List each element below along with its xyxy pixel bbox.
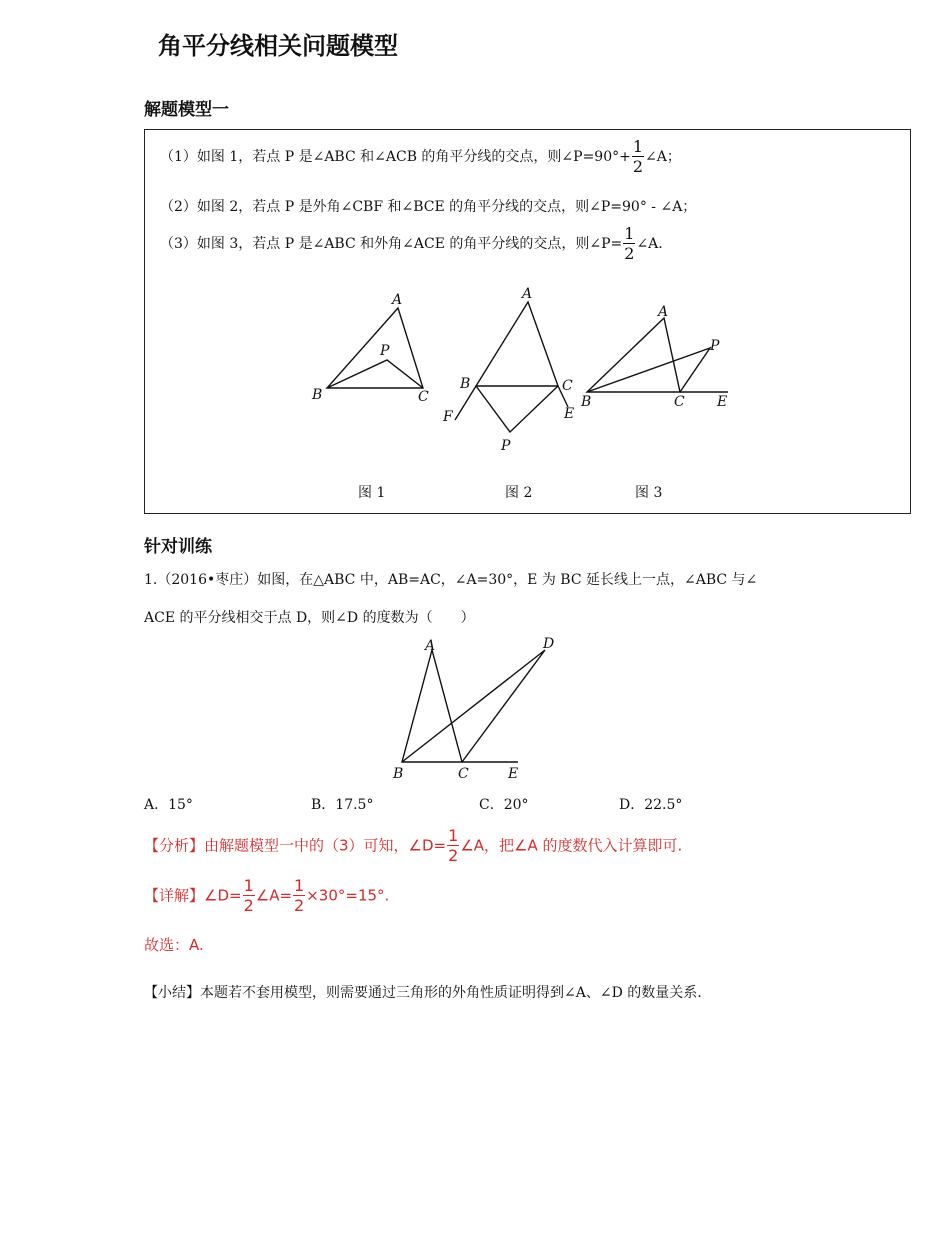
fig1-label-a: A (392, 292, 403, 308)
fig2-triangle (476, 302, 558, 386)
fraction-numerator: 1 (294, 876, 305, 895)
fig2-label-p: P (501, 438, 511, 454)
problem-label-c: C (458, 766, 469, 782)
fraction-numerator: 1 (624, 224, 635, 243)
fig1-bisectors (327, 360, 423, 388)
fig3-label-p: P (710, 338, 720, 354)
fig3-label-a: A (658, 304, 669, 320)
fig3-caption: 图 3 (635, 485, 663, 501)
figure-3 (580, 304, 728, 410)
fraction-denominator: 2 (448, 846, 459, 865)
item-2-text: （2）如图 2，若点 P 是外角∠CBF 和∠BCE 的角平分线的交点，则∠P=90° - (160, 199, 661, 215)
analysis-prefix: 【分析】由解题模型一中的（3）可知，∠D= (144, 836, 447, 855)
analysis-suffix: ∠A，把∠A 的度数代入计算即可. (460, 836, 683, 855)
detail (144, 878, 389, 914)
fraction-denominator: 2 (624, 244, 635, 263)
problem-bisectors (402, 650, 545, 762)
fig3-label-c: C (674, 394, 685, 410)
problem-label-e: E (508, 766, 519, 782)
fig2-label-c: C (562, 378, 573, 394)
fraction-numerator: 1 (448, 826, 459, 845)
fraction-denominator: 2 (243, 896, 254, 915)
item-3-text: （3）如图 3，若点 P 是∠ABC 和外角∠ACE 的角平分线的交点，则∠P= (160, 236, 623, 252)
fig2-label-e: E (564, 406, 575, 422)
fig1-label-c: C (418, 389, 429, 405)
fig3-label-e: E (717, 394, 728, 410)
fraction-numerator: 1 (243, 876, 254, 895)
option-a: A．15° (144, 797, 193, 813)
fraction-denominator: 2 (632, 157, 644, 176)
fraction (447, 828, 459, 864)
problem-triangle (402, 650, 462, 762)
detail-mid: ∠A= (255, 886, 293, 905)
fraction (293, 878, 305, 914)
option-c: C．20° (479, 797, 529, 813)
training-heading: 针对训练 (144, 537, 212, 557)
item-1-tail: ∠A； (645, 149, 681, 165)
summary: 【小结】本题若不套用模型，则需要通过三角形的外角性质证明得到∠A、∠D 的数量关系. (144, 985, 702, 1001)
fraction-numerator: 1 (632, 137, 644, 156)
problem-figure (385, 630, 565, 785)
analysis (144, 828, 682, 864)
fig3-triangle (587, 318, 680, 392)
figure-1 (311, 292, 429, 405)
model-heading: 解题模型一 (144, 100, 229, 120)
detail-suffix: ×30°=15°. (306, 886, 390, 905)
page-title: 角平分线相关问题模型 (158, 32, 398, 60)
fraction-denominator: 2 (294, 896, 305, 915)
fig1-label-p: P (380, 343, 390, 359)
fig1-caption: 图 1 (358, 485, 386, 501)
problem-label-d: D (543, 636, 555, 652)
model-figures (300, 282, 750, 462)
fig2-label-b: B (460, 376, 471, 392)
fraction (623, 226, 635, 262)
fig3-label-b: B (581, 394, 592, 410)
figure-2 (442, 286, 574, 454)
model-item-2 (160, 196, 696, 216)
problem-line-2: ACE 的平分线相交于点 D，则∠D 的度数为（ ） (144, 610, 475, 626)
model-item-1 (160, 139, 681, 175)
item-3-tail: ∠A. (636, 236, 663, 252)
fraction (243, 878, 255, 914)
problem-label-a: A (425, 638, 436, 654)
item-2-tail: ∠A； (660, 199, 697, 215)
model-item-3 (160, 226, 663, 262)
fig1-label-b: B (312, 387, 323, 403)
option-b: B．17.5° (311, 797, 374, 813)
fraction (632, 139, 644, 175)
item-1-text: （1）如图 1，若点 P 是∠ABC 和∠ACB 的角平分线的交点，则∠P=90°+ (160, 149, 631, 165)
fig2-label-f: F (443, 409, 453, 425)
fig2-caption: 图 2 (505, 485, 533, 501)
fig2-bisectors (476, 386, 558, 432)
detail-prefix: 【详解】∠D= (144, 886, 242, 905)
problem-label-b: B (393, 766, 404, 782)
fig3-bisectors (587, 348, 710, 392)
problem-line-1: 1.（2016•枣庄）如图，在△ABC 中，AB=AC，∠A=30°，E 为 BC 延长线上一点，∠ABC 与∠ (144, 572, 758, 588)
fig2-label-a: A (522, 286, 533, 302)
answer: 故选：A. (144, 936, 204, 954)
option-d: D．22.5° (619, 797, 683, 813)
